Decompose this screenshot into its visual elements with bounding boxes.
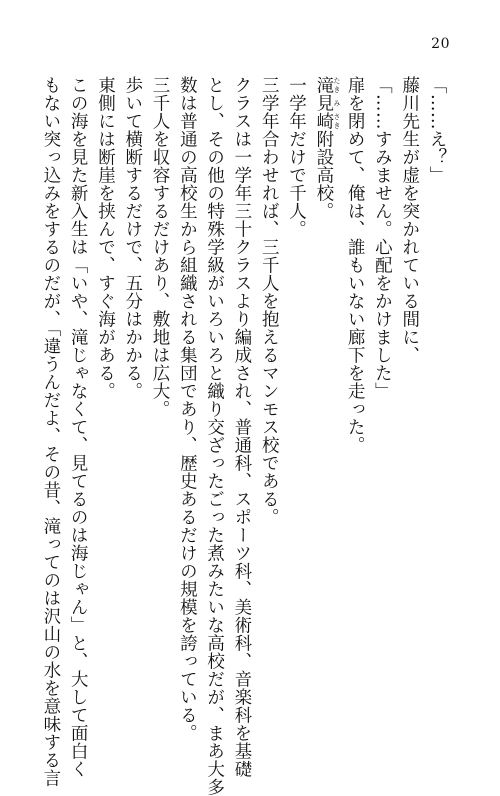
text-line: とし、その他の特殊学級がいろいろと織り交ざったごった煮みたいな高校だが、まあ大多 xyxy=(204,76,225,796)
ruby-reading: さき xyxy=(332,112,341,130)
text-line: 「……え？」 xyxy=(427,76,447,184)
ruby-mi xyxy=(313,94,341,112)
text-line: 数は普通の高校生から組織される集団であり、歴史あるだけの規模を誇っている。 xyxy=(177,76,198,742)
ruby-taki xyxy=(313,76,341,94)
text-line: クラスは一学年三十クラスより編成され、普通科、スポーツ科、美術科、音楽科を基礎 xyxy=(231,76,252,778)
ruby-base: 崎 xyxy=(313,112,334,130)
text-fragment: 附設高校。 xyxy=(313,130,334,220)
ruby-base: 見 xyxy=(313,94,334,112)
vertical-text-block xyxy=(37,76,450,796)
text-line: 東側には断崖を挟んで、すぐ海がある。 xyxy=(95,76,116,400)
ruby-reading: み xyxy=(332,94,341,112)
text-line: 歩いて横断するだけで、五分はかかる。 xyxy=(122,76,143,400)
text-line: 三千人を収容するだけあり、敷地は広大。 xyxy=(150,76,171,418)
text-line: 扉を閉めて、俺は、誰もいない廊下を走った。 xyxy=(345,76,366,454)
text-line: 三学年合わせれば、三千人を抱えるマンモス校である。 xyxy=(259,76,280,526)
ruby-saki xyxy=(313,112,341,130)
text-line: 一学年だけで千人。 xyxy=(286,76,307,238)
text-line: もない突っ込みをするのだが、「違うんだよ、その昔、滝ってのは沢山の水を意味する言 xyxy=(40,76,61,788)
ruby-base: 滝 xyxy=(313,76,334,94)
ruby-reading: たき xyxy=(332,76,341,94)
text-line-school-name xyxy=(310,76,341,676)
page-number: 20 xyxy=(431,36,450,52)
text-line: この海を見た新入生は「いや、滝じゃなくて、見てるのは海じゃん」と、大して面白く xyxy=(68,76,89,778)
text-line: 「……すみません。心配をかけました」 xyxy=(372,76,393,400)
text-line: 藤川先生が虚を突かれている間に、 xyxy=(399,76,420,364)
